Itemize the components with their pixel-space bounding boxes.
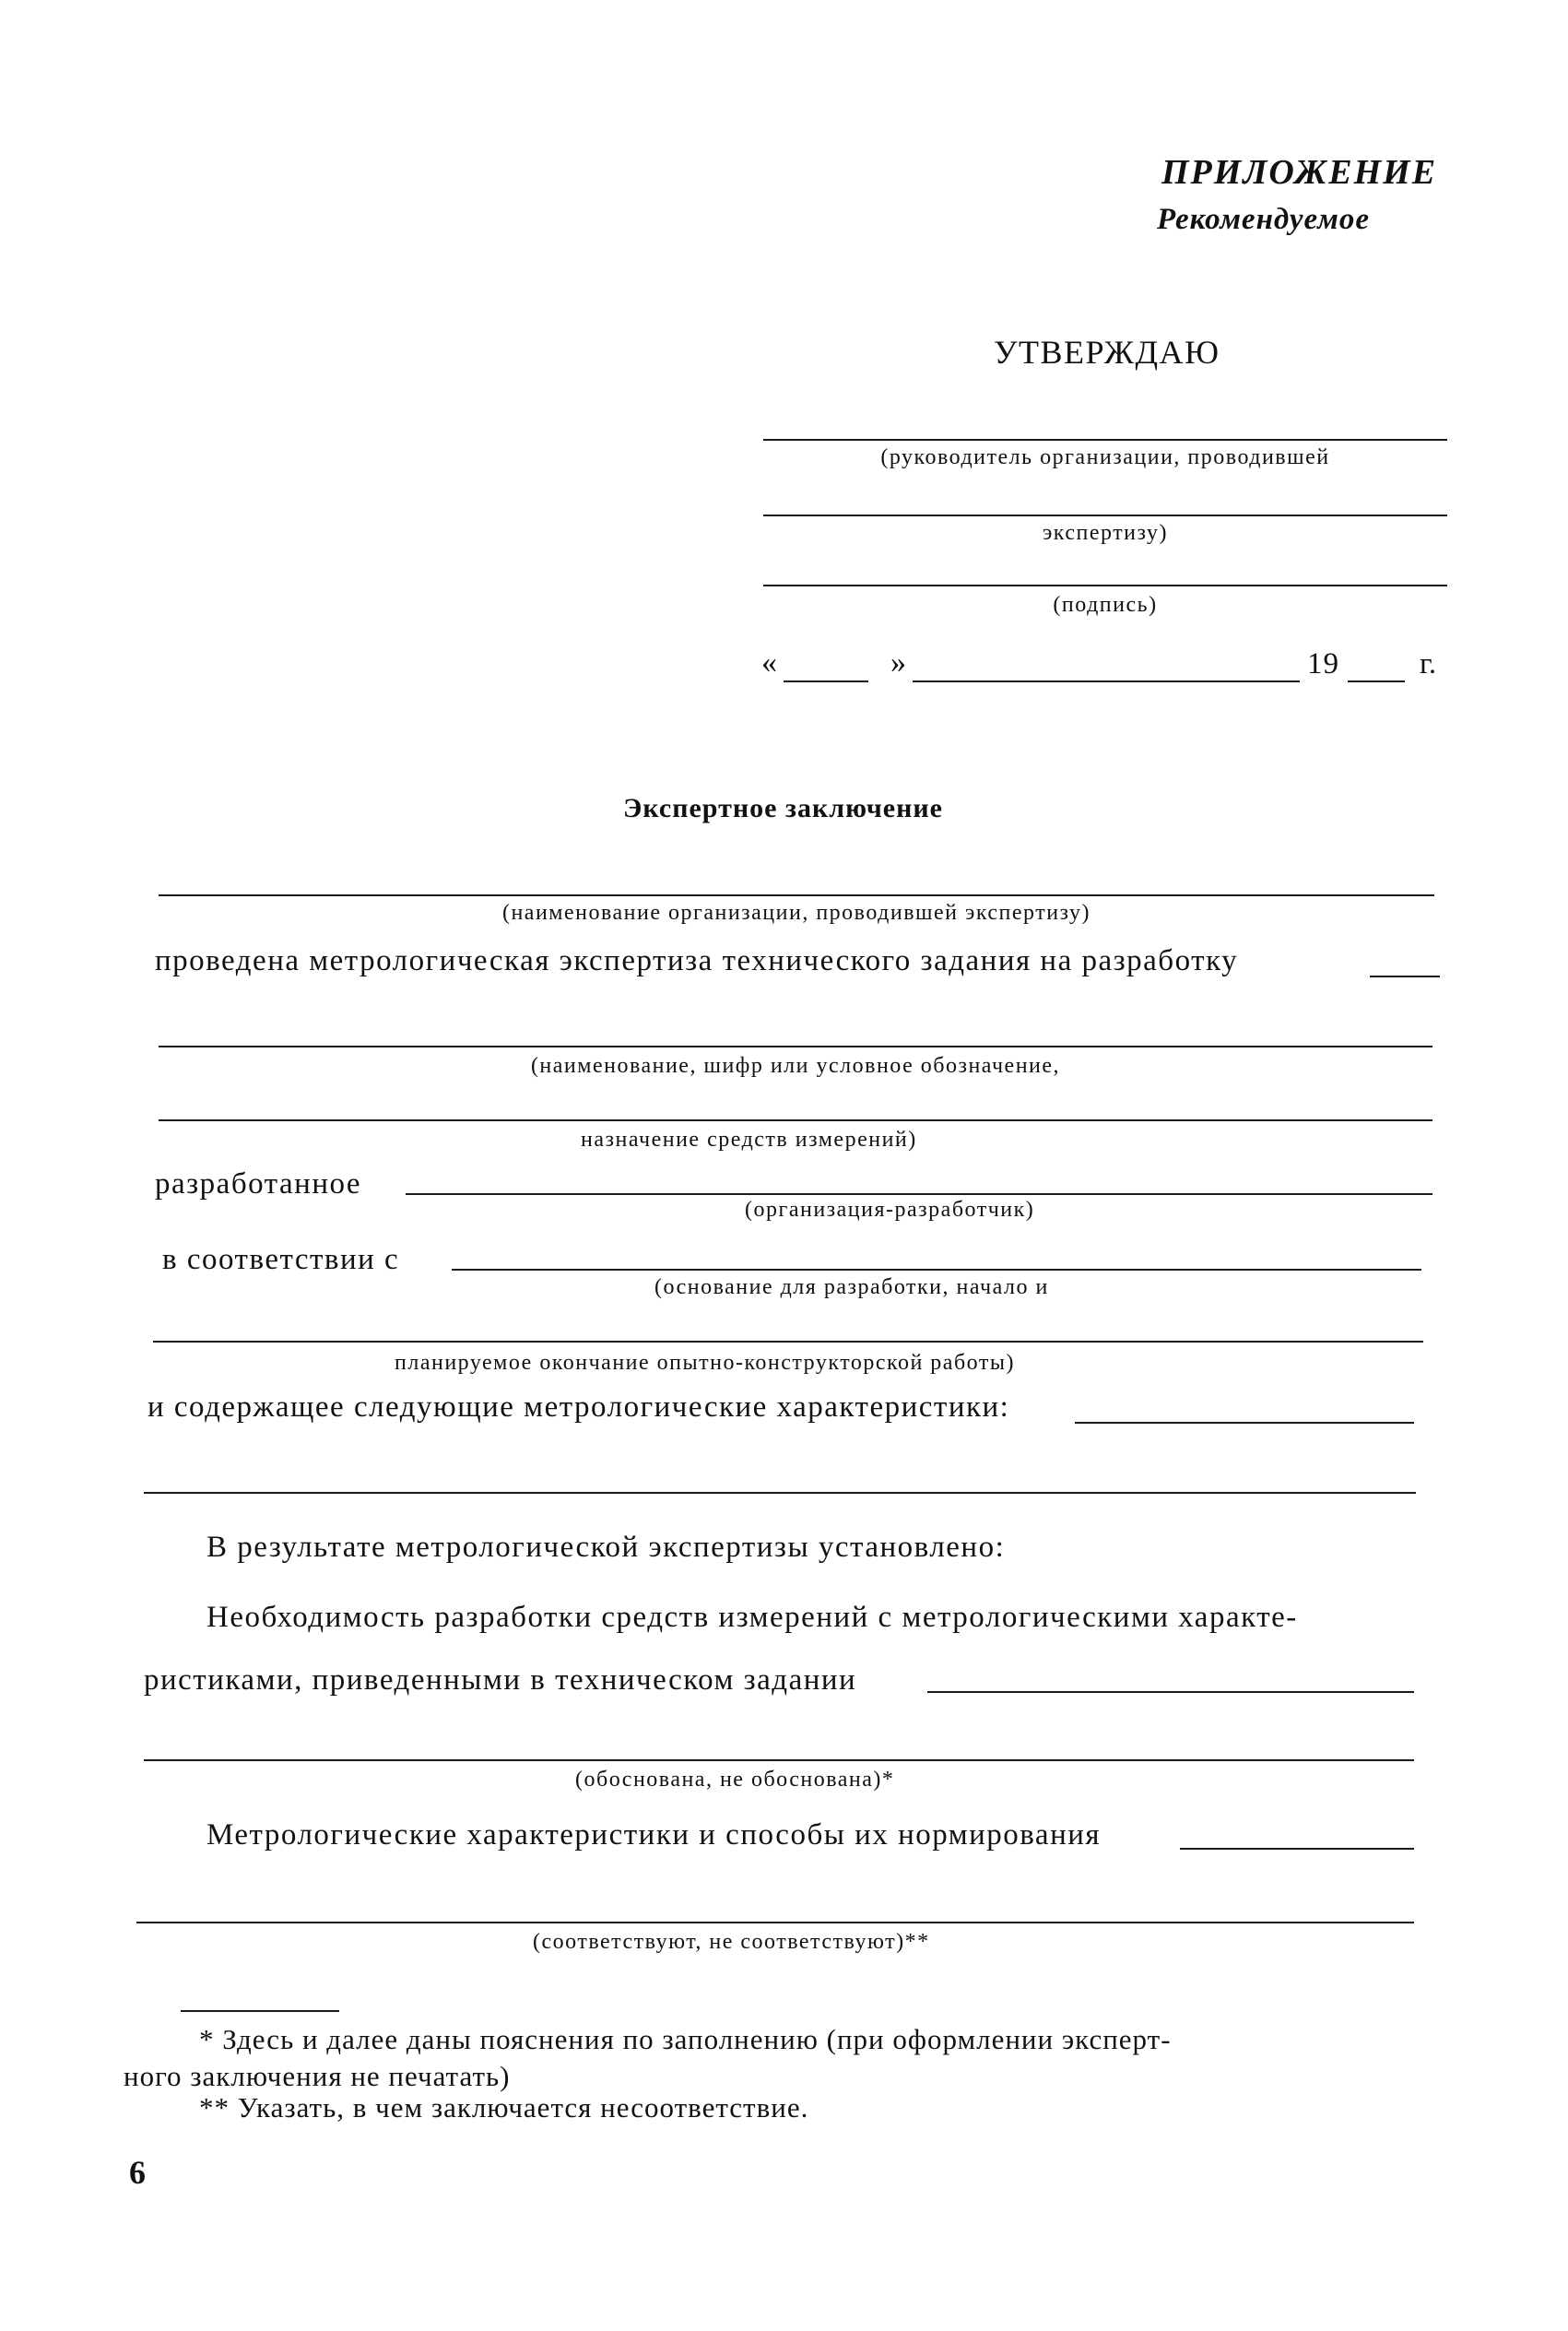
according-to-label: в соответствии с <box>162 1243 400 1276</box>
metrological-characteristics-text: Метрологические характеристики и способы их нормирования <box>206 1818 1102 1852</box>
expertise-caption: экспертизу) <box>1043 521 1168 545</box>
head-of-organization-line[interactable] <box>763 439 1447 441</box>
instrument-name-field[interactable] <box>159 1046 1432 1047</box>
conformity-caption: (соответствуют, не соответствуют)** <box>533 1930 930 1954</box>
organization-name-field[interactable] <box>159 894 1434 896</box>
footnote-2: ** Указать, в чем заключается несоответствие. <box>199 2091 809 2124</box>
date-close-quote: » <box>890 645 906 680</box>
footnote-1: * Здесь и далее даны пояснения по заполнению (при оформлении эксперт- <box>199 2023 1172 2055</box>
work-completion-field[interactable] <box>153 1341 1423 1343</box>
characteristics-field[interactable] <box>1075 1422 1414 1424</box>
instrument-purpose-field[interactable] <box>159 1119 1432 1121</box>
appendix-label: ПРИЛОЖЕНИЕ <box>1161 153 1438 192</box>
developer-field[interactable] <box>406 1193 1432 1195</box>
date-day-field[interactable] <box>784 680 868 682</box>
result-intro-text: В результате метрологической экспертизы установлено: <box>206 1531 1006 1564</box>
necessity-field[interactable] <box>927 1691 1414 1693</box>
development-basis-caption: (основание для разработки, начало и <box>654 1275 1049 1299</box>
approve-title: УТВЕРЖДАЮ <box>994 334 1220 371</box>
footnote-1-continuation: ного заключения не печатать) <box>124 2060 511 2092</box>
developer-caption: (организация-разработчик) <box>745 1198 1035 1222</box>
conformity-field-2[interactable] <box>136 1922 1414 1923</box>
date-month-field[interactable] <box>913 680 1300 682</box>
conformity-field[interactable] <box>1180 1848 1414 1850</box>
date-year-prefix: 19 <box>1307 647 1339 680</box>
instrument-purpose-caption: назначение средств измерений) <box>581 1128 917 1152</box>
development-basis-field[interactable] <box>452 1269 1421 1271</box>
development-subject-field[interactable] <box>1370 976 1440 977</box>
document-title: Экспертное заключение <box>623 793 944 823</box>
head-of-organization-line-2[interactable] <box>763 515 1447 516</box>
recommended-label: Рекомендуемое <box>1157 203 1371 236</box>
date-year-field[interactable] <box>1348 680 1405 682</box>
developed-by-label: разработанное <box>155 1167 362 1201</box>
organization-name-caption: (наименование организации, проводившей экспертизу) <box>501 901 1091 925</box>
characteristics-field-2[interactable] <box>144 1492 1416 1494</box>
justification-caption: (обоснована, не обоснована)* <box>575 1768 895 1792</box>
instrument-name-caption: (наименование, шифр или условное обозначение, <box>530 1054 1061 1078</box>
justification-field[interactable] <box>144 1759 1414 1761</box>
characteristics-text: и содержащее следующие метрологические характеристики: <box>147 1390 1010 1424</box>
expertise-conducted-text: проведена метрологическая экспертиза технического задания на разработку <box>155 944 1239 977</box>
signature-line[interactable] <box>763 585 1447 586</box>
page-number: 6 <box>129 2154 146 2191</box>
work-completion-caption: планируемое окончание опытно-конструкторской работы) <box>395 1351 1015 1375</box>
footnote-separator <box>181 2010 339 2012</box>
necessity-text: Необходимость разработки средств измерений с метрологическими характе- <box>206 1601 1298 1634</box>
necessity-text-2: ристиками, приведенными в техническом задании <box>144 1663 857 1697</box>
signature-caption: (подпись) <box>1053 593 1158 617</box>
date-open-quote: « <box>761 645 777 680</box>
head-of-organization-caption: (руководитель организации, проводившей <box>880 445 1330 469</box>
date-year-suffix: г. <box>1420 647 1437 680</box>
